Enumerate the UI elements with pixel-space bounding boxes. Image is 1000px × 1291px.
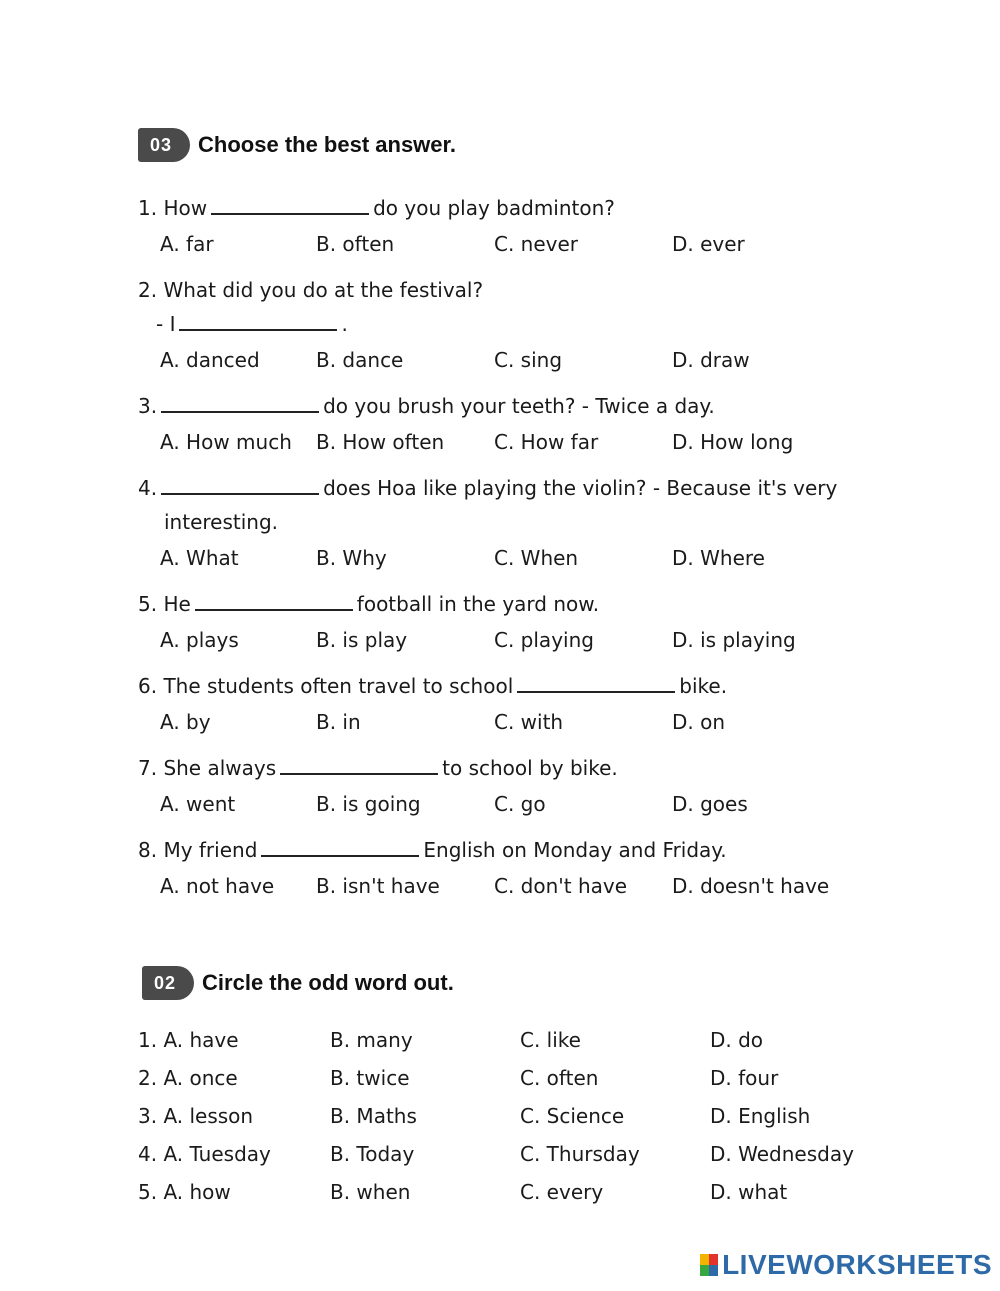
option-d[interactable]: D. How long bbox=[672, 430, 794, 454]
option-d[interactable]: D. on bbox=[672, 710, 726, 734]
question-4: 4. does Hoa like playing the violin? - Because it's very bbox=[138, 476, 838, 500]
answer-blank[interactable] bbox=[211, 199, 369, 215]
option-c[interactable]: C. don't have bbox=[494, 874, 628, 898]
option-d[interactable]: D. draw bbox=[672, 348, 750, 372]
word-c[interactable]: C. Thursday bbox=[520, 1142, 640, 1166]
question-3: 3. do you brush your teeth? - Twice a day. bbox=[138, 394, 715, 418]
option-c[interactable]: C. sing bbox=[494, 348, 563, 372]
option-b[interactable]: B. in bbox=[316, 710, 361, 734]
option-a[interactable]: A. danced bbox=[160, 348, 260, 372]
word-d[interactable]: D. what bbox=[710, 1180, 788, 1204]
word-b[interactable]: B. twice bbox=[330, 1066, 410, 1090]
option-b[interactable]: B. often bbox=[316, 232, 395, 256]
liveworksheets-logo[interactable] bbox=[700, 1249, 992, 1281]
option-b[interactable]: B. dance bbox=[316, 348, 404, 372]
logo-text: LIVEWORKSHEETS bbox=[722, 1249, 992, 1280]
option-a[interactable]: A. How much bbox=[160, 430, 292, 454]
question-4-continuation: interesting. bbox=[164, 510, 279, 534]
word-c[interactable]: C. often bbox=[520, 1066, 599, 1090]
option-c[interactable]: C. playing bbox=[494, 628, 594, 652]
option-c[interactable]: C. When bbox=[494, 546, 579, 570]
option-a[interactable]: A. What bbox=[160, 546, 239, 570]
answer-blank[interactable] bbox=[195, 595, 353, 611]
option-a[interactable]: A. went bbox=[160, 792, 236, 816]
liveworksheets-logo-icon bbox=[700, 1254, 718, 1276]
option-d[interactable]: D. doesn't have bbox=[672, 874, 830, 898]
option-a[interactable]: A. plays bbox=[160, 628, 239, 652]
word-a[interactable]: 2. A. once bbox=[138, 1066, 238, 1090]
word-b[interactable]: B. when bbox=[330, 1180, 411, 1204]
badge-number: 03 bbox=[150, 134, 173, 155]
section-header-choose bbox=[138, 128, 456, 162]
word-c[interactable]: C. like bbox=[520, 1028, 581, 1052]
word-d[interactable]: D. Wednesday bbox=[710, 1142, 854, 1166]
word-a[interactable]: 1. A. have bbox=[138, 1028, 239, 1052]
option-d[interactable]: D. is playing bbox=[672, 628, 796, 652]
option-b[interactable]: B. isn't have bbox=[316, 874, 440, 898]
section-number-badge bbox=[138, 128, 190, 162]
question-1: 1. How do you play badminton? bbox=[138, 196, 615, 220]
word-a[interactable]: 5. A. how bbox=[138, 1180, 231, 1204]
option-c[interactable]: C. never bbox=[494, 232, 579, 256]
word-b[interactable]: B. Today bbox=[330, 1142, 415, 1166]
option-b[interactable]: B. is play bbox=[316, 628, 408, 652]
question-8: 8. My friend English on Monday and Friday. bbox=[138, 838, 727, 862]
answer-blank[interactable] bbox=[517, 677, 675, 693]
word-b[interactable]: B. many bbox=[330, 1028, 413, 1052]
option-a[interactable]: A. far bbox=[160, 232, 214, 256]
word-a[interactable]: 3. A. lesson bbox=[138, 1104, 254, 1128]
section-title: Choose the best answer. bbox=[198, 132, 456, 157]
answer-blank[interactable] bbox=[161, 479, 319, 495]
option-d[interactable]: D. Where bbox=[672, 546, 765, 570]
word-b[interactable]: B. Maths bbox=[330, 1104, 417, 1128]
answer-blank[interactable] bbox=[179, 315, 337, 331]
option-b[interactable]: B. How often bbox=[316, 430, 445, 454]
word-d[interactable]: D. English bbox=[710, 1104, 811, 1128]
answer-blank[interactable] bbox=[261, 841, 419, 857]
question-2: 2. What did you do at the festival? bbox=[138, 278, 484, 302]
badge-number: 02 bbox=[154, 972, 177, 993]
question-2-answer-line: - I . bbox=[156, 312, 348, 336]
option-d[interactable]: D. ever bbox=[672, 232, 745, 256]
option-a[interactable]: A. not have bbox=[160, 874, 275, 898]
question-6: 6. The students often travel to school bike. bbox=[138, 674, 728, 698]
word-d[interactable]: D. do bbox=[710, 1028, 764, 1052]
question-5: 5. He football in the yard now. bbox=[138, 592, 600, 616]
option-c[interactable]: C. go bbox=[494, 792, 546, 816]
option-b[interactable]: B. is going bbox=[316, 792, 421, 816]
section-number-badge bbox=[142, 966, 194, 1000]
option-b[interactable]: B. Why bbox=[316, 546, 387, 570]
word-d[interactable]: D. four bbox=[710, 1066, 779, 1090]
option-a[interactable]: A. by bbox=[160, 710, 211, 734]
answer-blank[interactable] bbox=[280, 759, 438, 775]
option-c[interactable]: C. with bbox=[494, 710, 564, 734]
option-c[interactable]: C. How far bbox=[494, 430, 599, 454]
word-a[interactable]: 4. A. Tuesday bbox=[138, 1142, 271, 1166]
answer-blank[interactable] bbox=[161, 397, 319, 413]
word-c[interactable]: C. Science bbox=[520, 1104, 625, 1128]
section-title: Circle the odd word out. bbox=[202, 970, 454, 995]
option-d[interactable]: D. goes bbox=[672, 792, 748, 816]
word-c[interactable]: C. every bbox=[520, 1180, 604, 1204]
question-7: 7. She always to school by bike. bbox=[138, 756, 618, 780]
section-header-odd-word bbox=[142, 966, 454, 1000]
